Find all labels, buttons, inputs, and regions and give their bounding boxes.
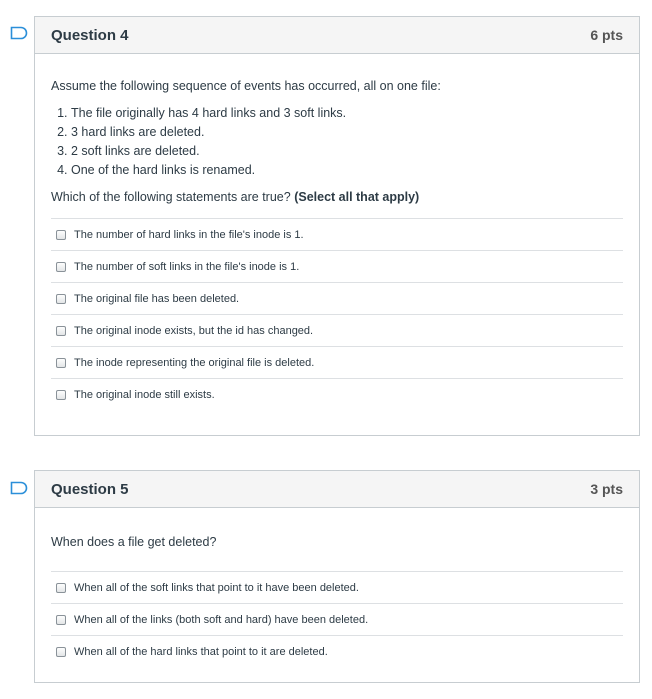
question-4-body [35,54,639,410]
answer-checkbox[interactable] [56,262,66,272]
answer-list [51,218,623,410]
question-5-body [35,508,639,667]
answer-option[interactable] [51,347,623,379]
question-ask [51,189,623,205]
answer-checkbox[interactable] [56,326,66,336]
answer-label[interactable]: The original inode still exists. [74,388,215,401]
question-prompt: When does a file get deleted? [51,535,217,549]
answer-label[interactable]: The original inode exists, but the id has changed. [74,324,314,337]
answer-option[interactable] [51,251,623,283]
answer-option[interactable] [51,283,623,315]
flag-question-icon[interactable] [10,26,28,40]
answer-label[interactable]: When all of the hard links that point to it are deleted. [74,645,328,658]
answer-option[interactable] [51,636,623,667]
answer-list [51,571,623,667]
answer-option[interactable] [51,604,623,636]
list-item: 3. 2 soft links are deleted. [71,142,623,161]
answer-label[interactable]: The inode representing the original file is deleted. [74,356,315,369]
answer-checkbox[interactable] [56,615,66,625]
event-steps-list [51,104,623,180]
answer-option[interactable] [51,572,623,604]
answer-label[interactable]: The number of soft links in the file's inode is 1. [74,260,300,273]
question-points: 3 pts [590,481,623,497]
answer-checkbox[interactable] [56,647,66,657]
answer-option[interactable] [51,379,623,410]
list-item: 1. The file originally has 4 hard links and 3 soft links. [71,104,623,123]
answer-checkbox[interactable] [56,583,66,593]
flag-question-icon[interactable] [10,481,28,495]
answer-label[interactable]: The original file has been deleted. [74,292,240,305]
answer-option[interactable] [51,315,623,347]
list-item: 2. 3 hard links are deleted. [71,123,623,142]
question-5-header [35,471,639,508]
answer-checkbox[interactable] [56,230,66,240]
question-4 [34,16,640,436]
answer-label[interactable]: When all of the soft links that point to it have been deleted. [74,581,359,594]
answer-checkbox[interactable] [56,358,66,368]
ask-instruction: (Select all that apply) [294,190,420,204]
question-5 [34,470,640,683]
answer-label[interactable]: When all of the links (both soft and hard) have been deleted. [74,613,369,626]
question-4-header [35,17,639,54]
ask-text: Which of the following statements are true? [51,190,295,204]
question-points: 6 pts [590,27,623,43]
list-item: 4. One of the hard links is renamed. [71,161,623,180]
answer-label[interactable]: The number of hard links in the file's inode is 1. [74,228,304,241]
answer-option[interactable] [51,219,623,251]
answer-checkbox[interactable] [56,390,66,400]
question-title: Question 4 [51,26,129,44]
answer-checkbox[interactable] [56,294,66,304]
question-intro: Assume the following sequence of events has occurred, all on one file: [51,79,441,93]
question-title: Question 5 [51,480,129,498]
